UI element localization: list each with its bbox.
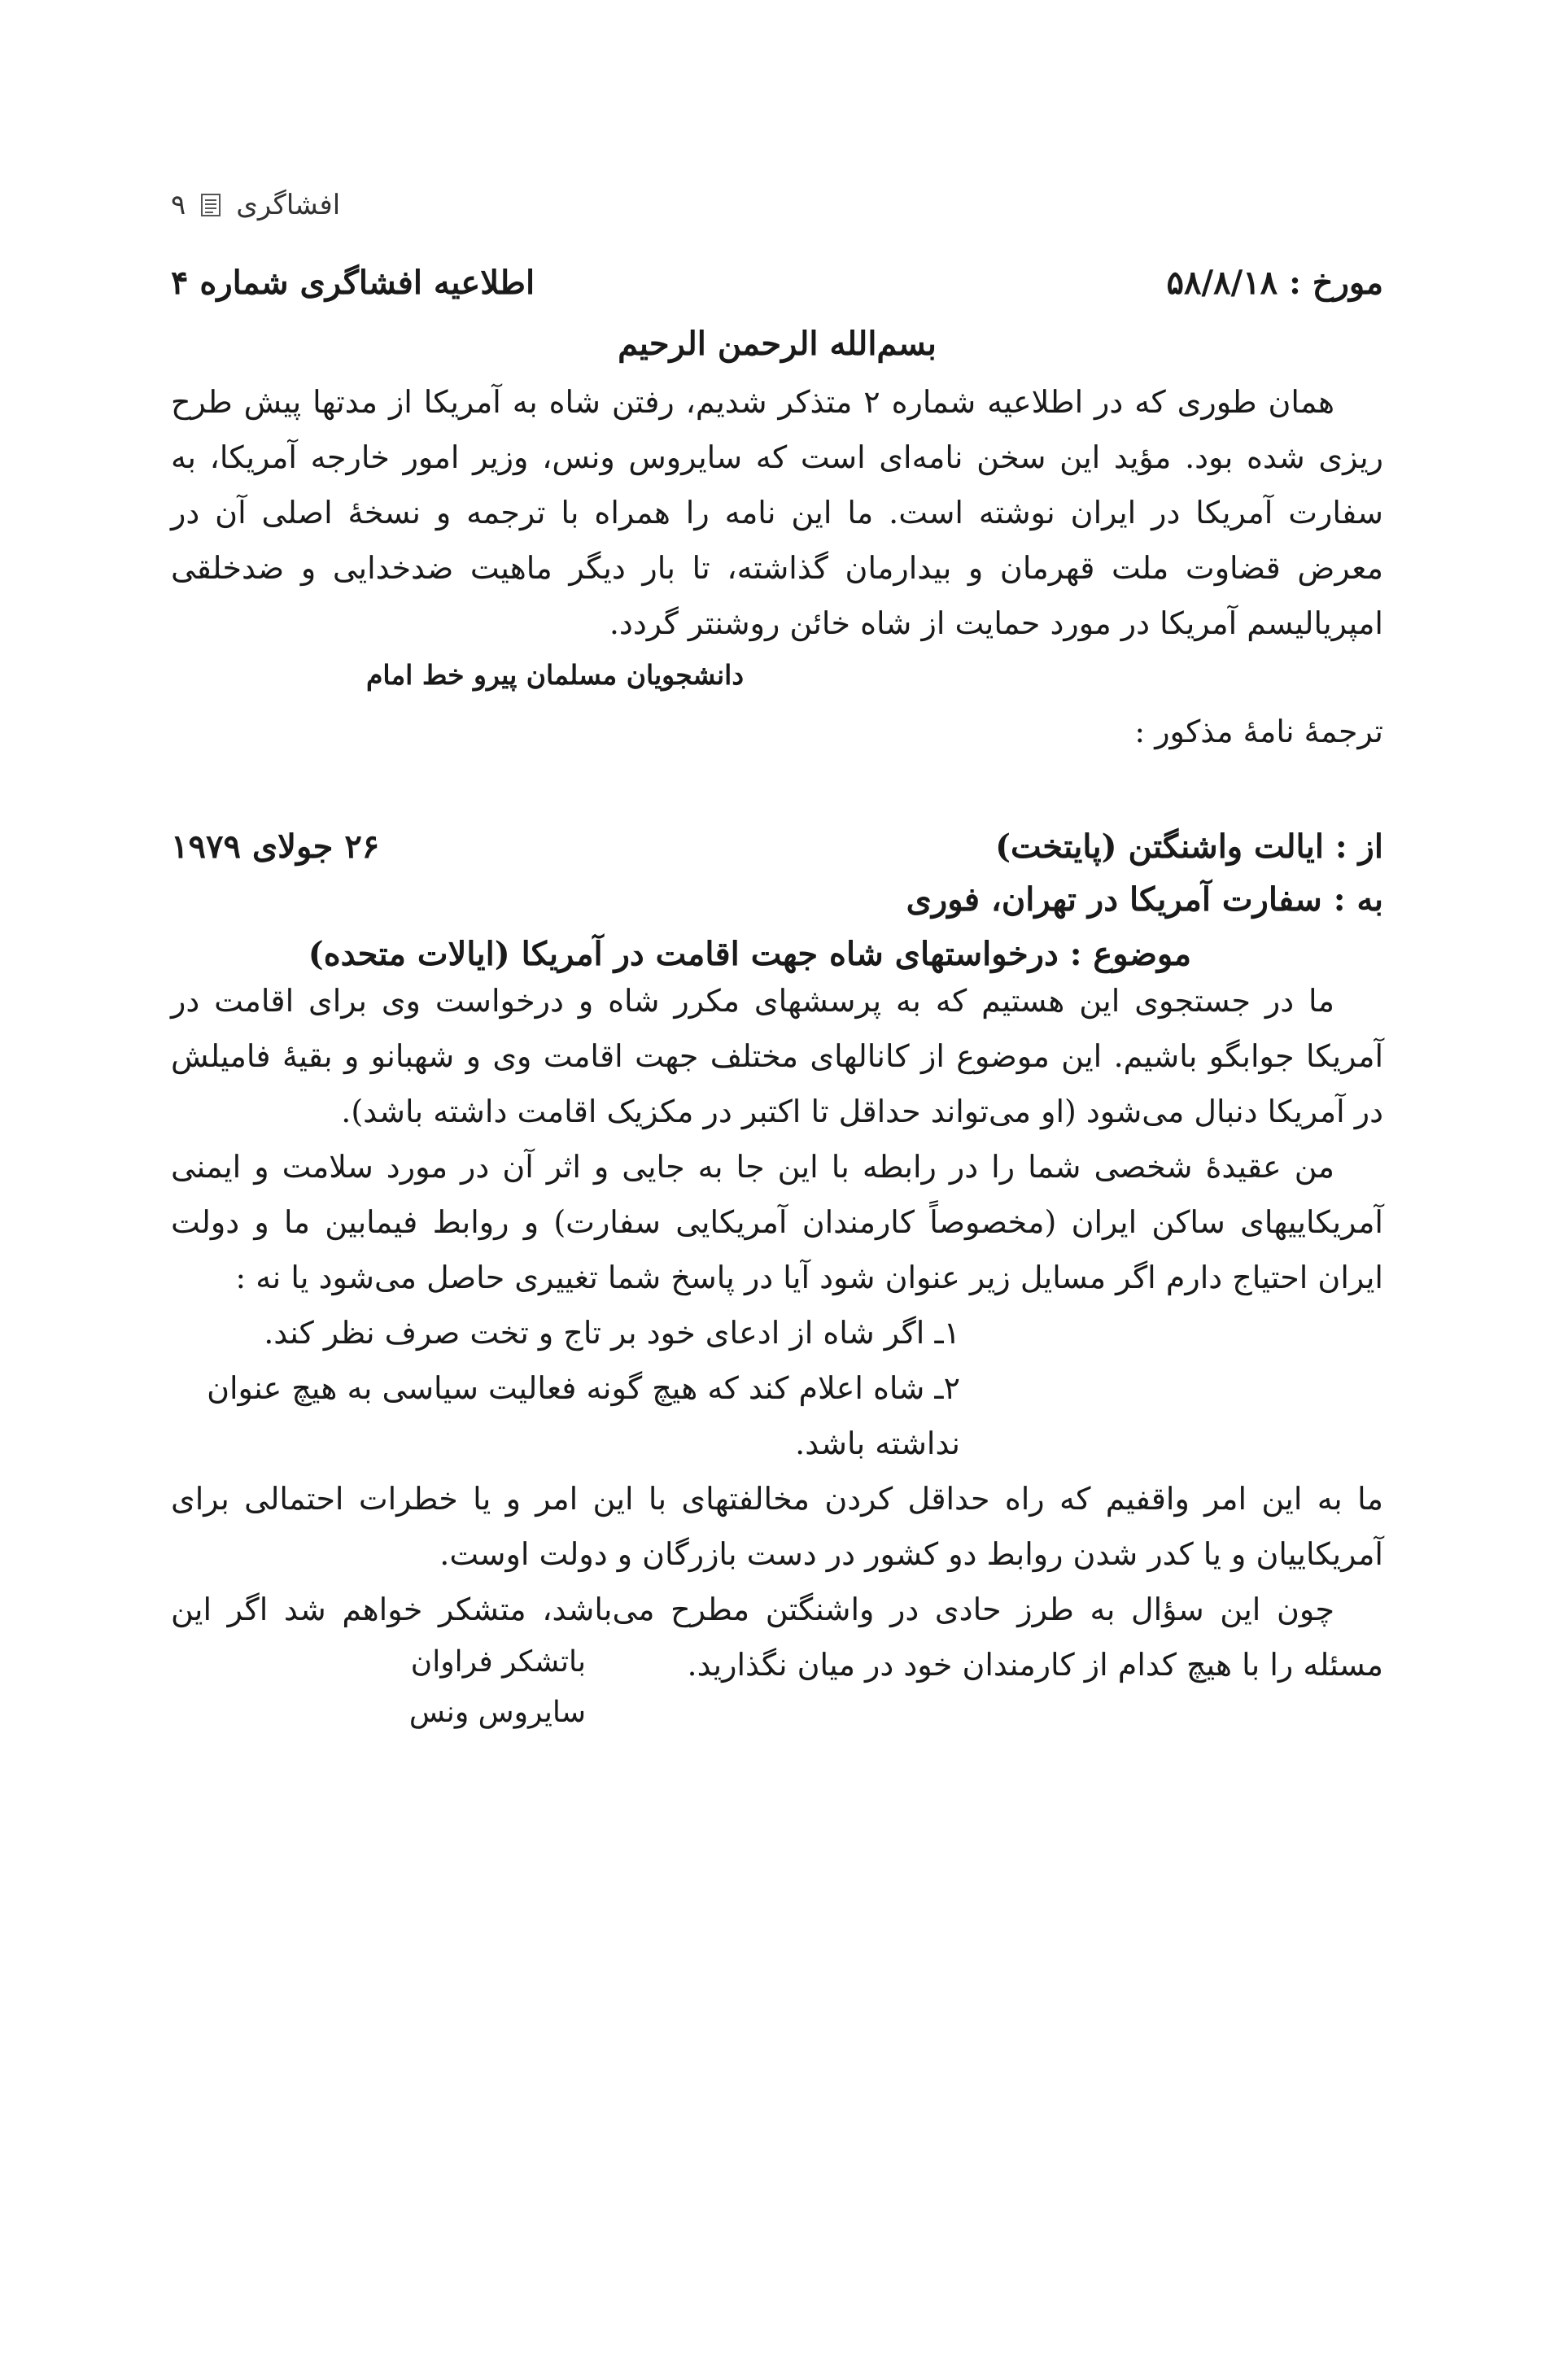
date-row (171, 264, 1383, 302)
letter-closing-block (342, 1637, 586, 1738)
letter-subject: موضوع : درخواستهای شاه جهت اقامت در آمریکا (ایالات متحده) (308, 935, 1191, 973)
letter-signatory: سایروس ونس (408, 1696, 586, 1729)
letter-list-item-2: ۲ـ شاه اعلام کند که هیچ گونه فعالیت سیاسی به هیچ عنوان نداشته باشد. (207, 1370, 960, 1461)
notice-title: اطلاعیه افشاگری شماره ۴ (171, 264, 535, 302)
letter-paragraph-1: ما در جستجوی این هستیم که به پرسشهای مکرر شاه و درخواست وی برای اقامت در آمریکا جوابگو باشیم. این موضوع از کانالهای مختلف جهت اقامت وی و شهبانو و بقیهٔ فامیلش در آمریکا دنبال می‌شود (او می‌تواند حداقل تا اکتبر در مکزیک اقامت داشته باشد). (171, 983, 1383, 1129)
translation-label: ترجمهٔ نامهٔ مذکور : (1134, 714, 1383, 749)
document-page (171, 179, 1383, 1692)
letter-from-row (171, 827, 1383, 866)
letter-paragraph-4: چون این سؤال به طرز حادی در واشنگتن مطرح می‌باشد، متشکر خواهم شد اگر این مسئله را با هیچ کدام از کارمندان خود در میان نگذارید. (171, 1592, 1383, 1683)
letter-paragraph-2: من عقیدهٔ شخصی شما را در رابطه با این جا به جایی و اثر آن در مورد سلامت و ایمنی آمریکاییهای ساکن ایران (مخصوصاً کارمندان آمریکایی سفارت) و روابط فیمابین ما و دولت ایران احتیاج دارم اگر مسایل زیر عنوان شود آیا در پاسخ شما تغییری حاصل می‌شود یا نه : (171, 1149, 1383, 1295)
letter-date: ۲۶ جولای ۱۹۷۹ (171, 827, 380, 866)
letter-paragraph-3: ما به این امر واقفیم که راه حداقل کردن مخالفتهای با این امر و یا خطرات احتمالی برای آمریکاییان و یا کدر شدن روابط دو کشور در دست بازرگان و دولت اوست. (171, 1481, 1383, 1572)
basmala-heading: بسم‌الله الرحمن الرحیم (618, 325, 937, 363)
intro-paragraph: همان طوری که در اطلاعیه شماره ۲ متذکر شدیم، رفتن شاه به آمریکا از مدتها پیش طرح ریزی شده بود. مؤید این سخن نامه‌ای است که سایروس ونس، وزیر امور خارجه آمریکا، به سفارت آمریکا در ایران نوشته است. ما این نامه را همراه با ترجمه و نسخهٔ اصلی آن در معرض قضاوت ملت قهرمان و بیدارمان گذاشته، تا بار دیگر ماهیت ضدخدایی و ضدخلقی امپریالیسم آمریکا در مورد حمایت از شاه خائن روشنتر گردد. (171, 384, 1383, 641)
letter-to: به : سفارت آمریکا در تهران، فوری (906, 880, 1383, 919)
page-number: ۹ (171, 189, 186, 221)
letter-list-item-1: ۱ـ اگر شاه از ادعای خود بر تاج و تخت صرف نظر کند. (264, 1315, 960, 1351)
letter-closing: باتشکر فراوان (410, 1645, 586, 1679)
students-signature: دانشجویان مسلمان پیرو خط امام (366, 659, 745, 691)
letter-from: از : ایالت واشنگتن (پایتخت) (995, 827, 1383, 866)
running-header-title: افشاگری (236, 189, 341, 221)
notice-date: مورخ : ۵۸/۸/۱۸ (1166, 264, 1383, 302)
